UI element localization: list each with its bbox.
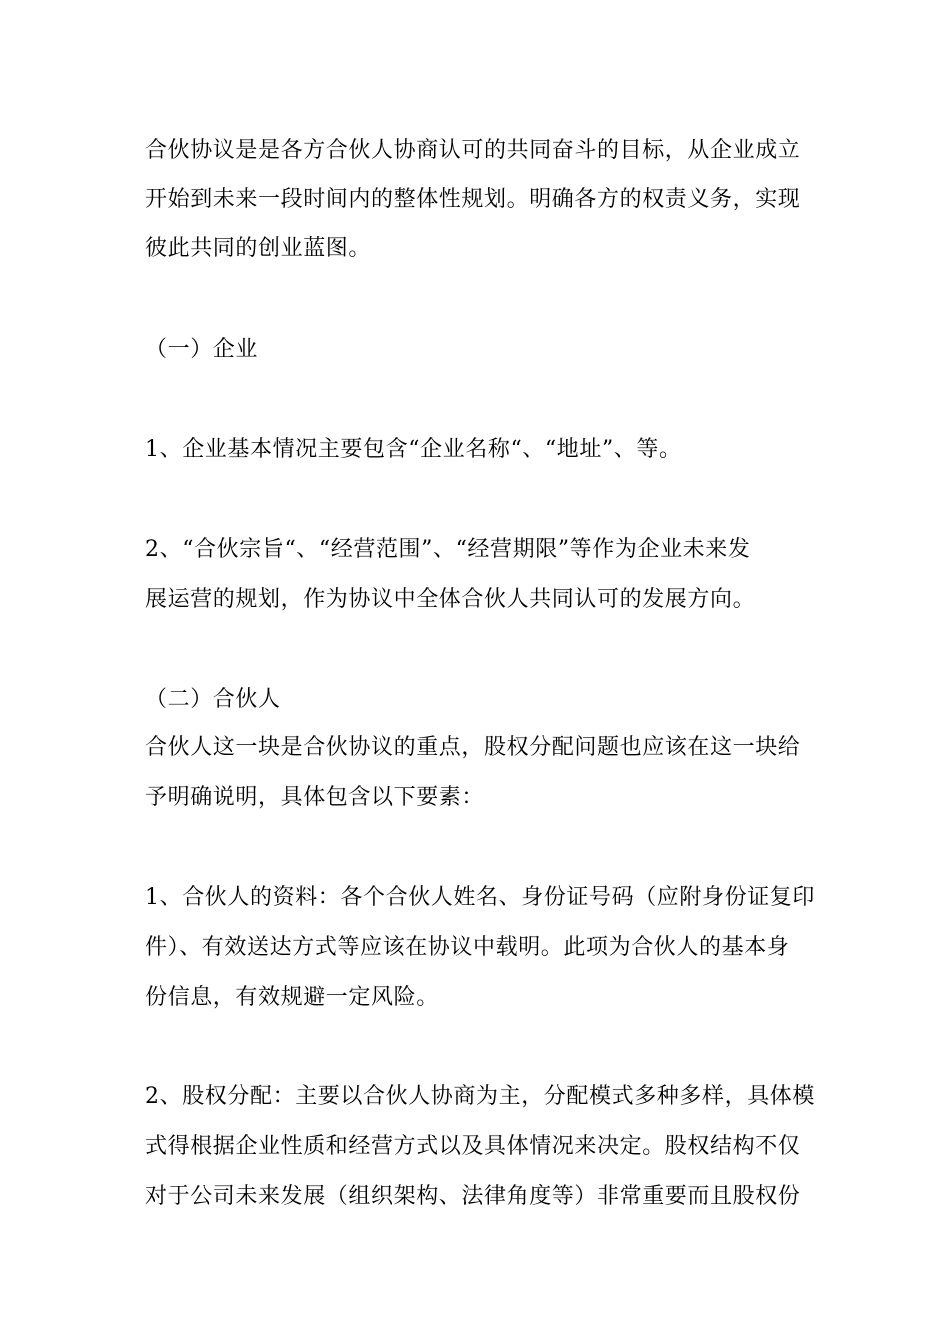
section-1-item-2-line-1: 2、“合伙宗旨“、“经营范围”、“经营期限”等作为企业未来发 [145,537,751,562]
section-2-item-1-line-2: 件）、有效送达方式等应该在协议中载明。此项为合伙人的基本身 [145,935,790,960]
intro-line-3: 彼此共同的创业蓝图。 [145,236,372,261]
section-2-item-1-line-1: 1、合伙人的资料：各个合伙人姓名、身份证号码（应附身份证复印 [145,885,815,910]
section-2-item-2-line-3: 对于公司未来发展（组织架构、法律角度等）非常重要而且股权份 [145,1184,801,1209]
section-2-item-1-line-3: 份信息，有效规避一定风险。 [145,985,439,1010]
section-2-item-2-line-1: 2、股权分配：主要以合伙人协商为主，分配模式多种多样，具体模 [145,1084,815,1109]
section-2-heading: （二）合伙人 [145,687,281,712]
section-2-intro-line-1: 合伙人这一块是合伙协议的重点，股权分配问题也应该在这一块给 [145,735,801,760]
section-2-intro-line-2: 予明确说明，具体包含以下要素： [145,785,485,810]
section-1-item-2-line-2: 展运营的规划，作为协议中全体合伙人共同认可的发展方向。 [145,587,756,612]
section-1-item-1: 1、企业基本情况主要包含“企业名称“、“地址”、等。 [145,437,682,462]
intro-line-2: 开始到未来一段时间内的整体性规划。明确各方的权责义务，实现 [145,187,801,212]
intro-line-1: 合伙协议是是各方合伙人协商认可的共同奋斗的目标，从企业成立 [145,138,801,163]
section-2-item-2-line-2: 式得根据企业性质和经营方式以及具体情况来决定。股权结构不仅 [145,1134,801,1159]
section-1-heading: （一）企业 [145,337,259,362]
